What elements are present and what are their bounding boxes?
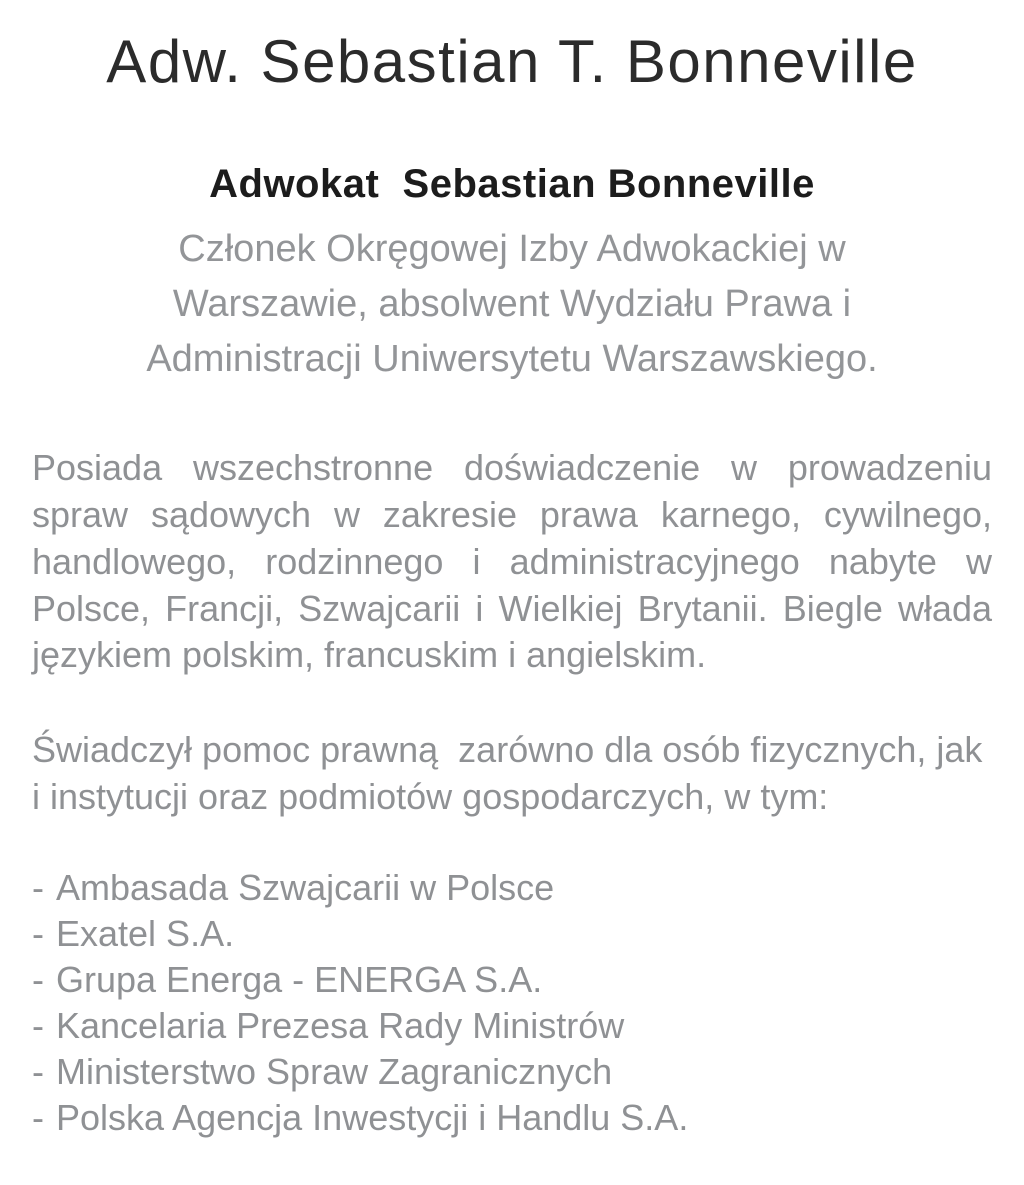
client-name: Ambasada Szwajcarii w Polsce — [56, 866, 555, 908]
list-item — [32, 911, 992, 957]
client-name: Ministerstwo Spraw Zagranicznych — [56, 1050, 613, 1092]
dash-bullet: - — [32, 1004, 44, 1046]
dash-bullet: - — [32, 912, 44, 954]
dash-bullet: - — [32, 958, 44, 1000]
client-name: Grupa Energa - ENERGA S.A. — [56, 958, 543, 1000]
list-item — [32, 1049, 992, 1095]
dash-bullet: - — [32, 1096, 44, 1138]
dash-bullet: - — [32, 1050, 44, 1092]
list-item — [32, 957, 992, 1003]
client-name: Kancelaria Prezesa Rady Ministrów — [56, 1004, 625, 1046]
intro-subheading: Członek Okręgowej Izby Adwokackiej w Warszawie, absolwent Wydziału Prawa i Administracji Uniwersytetu Warszawskiego. — [146, 228, 878, 381]
client-name: Polska Agencja Inwestycji i Handlu S.A. — [56, 1096, 689, 1138]
intro-section — [32, 160, 992, 387]
list-item — [32, 865, 992, 911]
clients-list — [32, 865, 992, 1141]
list-item — [32, 1095, 992, 1141]
page-title: Adw. Sebastian T. Bonneville — [106, 28, 918, 95]
client-name: Exatel S.A. — [56, 912, 235, 954]
clients-intro-paragraph: Świadczył pomoc prawną zarówno dla osób fizycznych, jak i instytucji oraz podmiotów gospodarczych, w tym: — [32, 729, 993, 818]
intro-heading: Adwokat Sebastian Bonneville — [209, 162, 815, 206]
list-item — [32, 1003, 992, 1049]
experience-paragraph: Posiada wszechstronne doświadczenie w prowadzeniu spraw sądowych w zakresie prawa karnego, cywilnego, handlowego, rodzinnego i administracyjnego nabyte w Polsce, Francji, Szwajcarii i Wielkiej Brytanii. Biegle włada językiem polskim, francuskim i angielskim. — [32, 447, 992, 676]
dash-bullet: - — [32, 866, 44, 908]
